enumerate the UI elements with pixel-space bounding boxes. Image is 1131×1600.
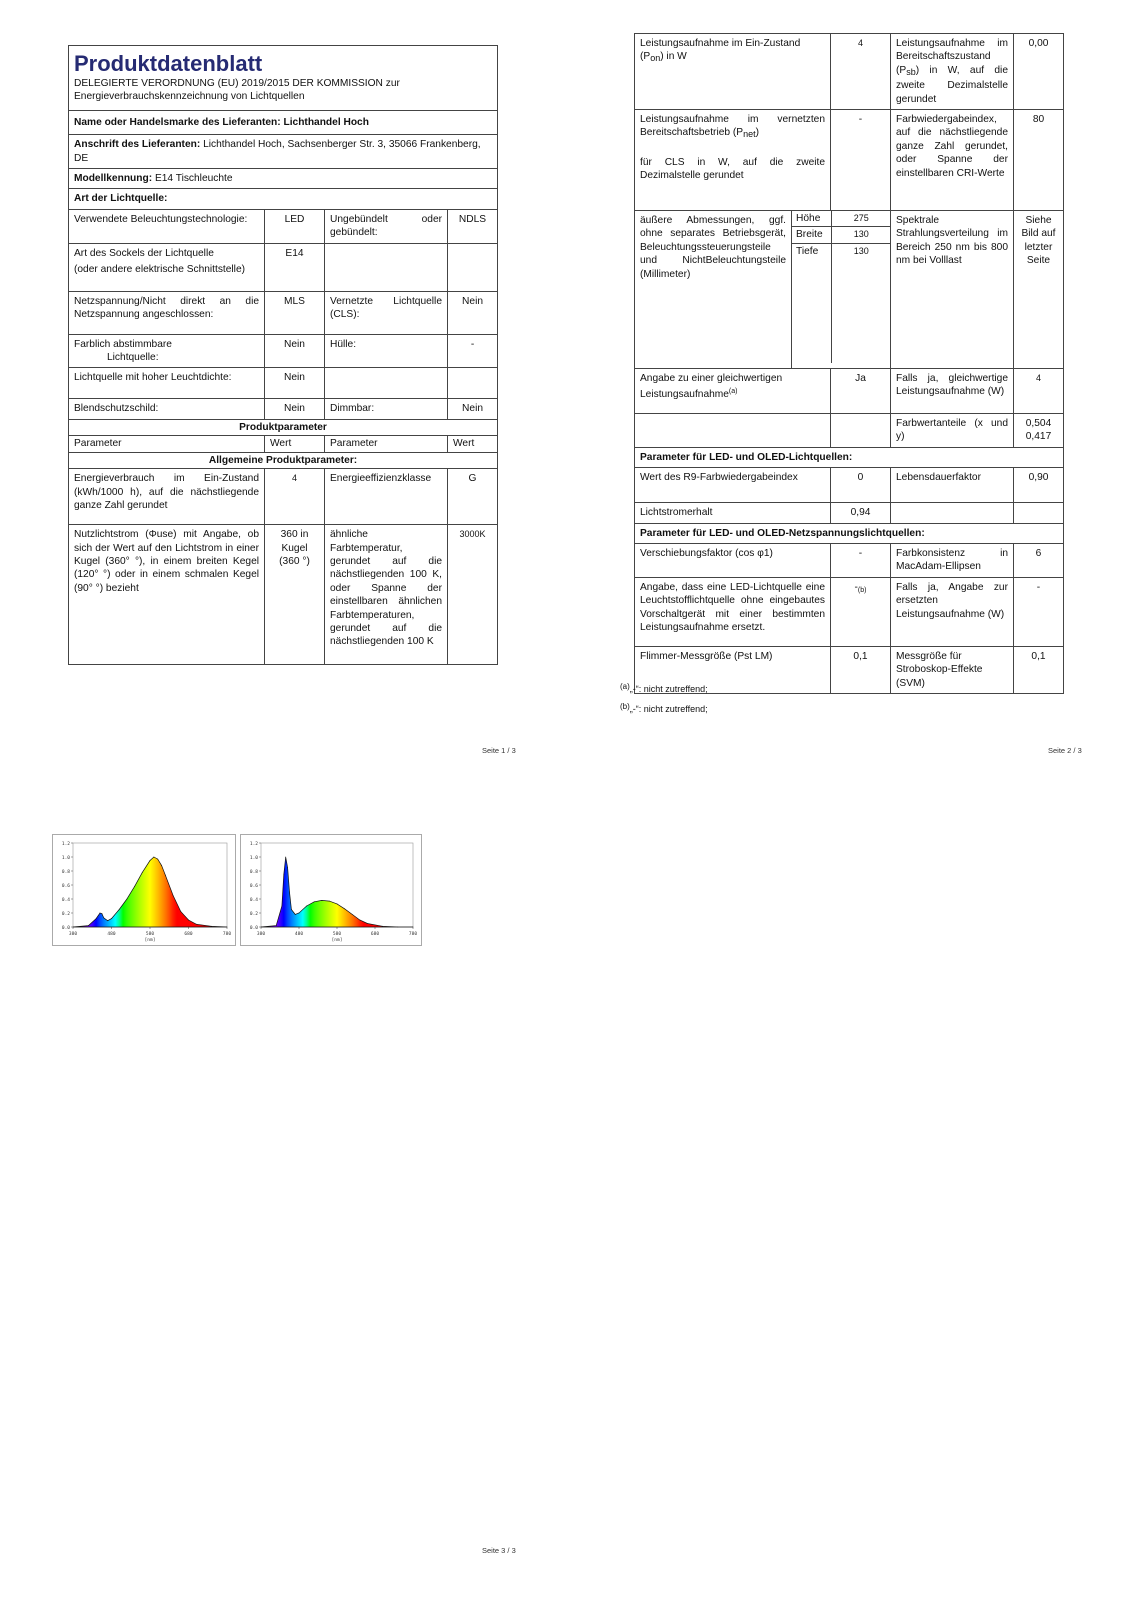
socket-sub-label: (oder andere elektrische Schnittstelle) xyxy=(74,264,246,276)
y-tick-label: 0.6 xyxy=(61,884,70,889)
displacement-factor-value: - xyxy=(831,544,891,578)
y-tick-label: 0.4 xyxy=(249,898,258,903)
cls-label: Vernetzte Lichtquelle (CLS): xyxy=(325,291,448,334)
page-number-2: Seite 2 / 3 xyxy=(1048,746,1082,755)
page-1 xyxy=(68,45,498,665)
empty-cell xyxy=(1014,503,1064,523)
header-row xyxy=(69,46,498,111)
standby-power-label: Leistungsaufnahme im Bereitschaftszustand (Psb) in W, auf die zweite Dezimalstelle gerundet xyxy=(891,34,1014,110)
y-tick-label: 1.2 xyxy=(61,842,70,847)
dimmable-value: Nein xyxy=(448,399,498,419)
light-source-type-heading: Art der Lichtquelle: xyxy=(69,189,498,209)
net-standby-label: Leistungsaufnahme im vernetzten Bereitschaftsbetrieb (Pnet) für CLS in W, auf die zweite Dezimalstelle gerundet xyxy=(635,110,831,211)
spectrum-point xyxy=(153,857,154,858)
spectrum-point xyxy=(211,926,212,927)
spectrum-point xyxy=(291,909,292,910)
spectrum-point xyxy=(180,911,181,912)
x-tick-label: 580 xyxy=(145,932,155,937)
empty-cell xyxy=(891,503,1014,523)
footnote-b: (b)„-“: nicht zutreffend; xyxy=(620,702,708,714)
spectrum-point xyxy=(142,872,143,873)
mains-value: MLS xyxy=(265,291,325,334)
column-header-parameter: Parameter xyxy=(325,436,448,452)
page-number-1: Seite 1 / 3 xyxy=(482,746,516,755)
high-luminance-label: Lichtquelle mit hoher Leuchtdichte: xyxy=(69,368,265,399)
on-power-label: Leistungsaufnahme im Ein-Zustand (Pon) in W xyxy=(635,34,831,110)
glare-value: Nein xyxy=(265,399,325,419)
x-tick-label: 480 xyxy=(107,932,116,937)
page-number-3: Seite 3 / 3 xyxy=(482,1546,516,1555)
spectrum-point xyxy=(299,913,300,914)
replaced-power-label: Falls ja, Angabe zur ersetzten Leistungsaufnahme (W) xyxy=(891,577,1014,646)
spectrum-point xyxy=(295,914,296,915)
address-value: Lichthandel Hoch, Sachsenberger Str. 3, 35066 Frankenberg, DE xyxy=(74,139,481,164)
spectrum-point xyxy=(150,860,151,861)
displacement-factor-label: Verschiebungsfaktor (cos φ1) xyxy=(635,544,831,578)
spectrum-point xyxy=(73,927,74,928)
chromaticity-value: 0,504 0,417 xyxy=(1014,414,1064,448)
width-label: Breite xyxy=(792,227,831,243)
tunable-value: Nein xyxy=(265,334,325,368)
depth-value: 130 xyxy=(831,243,891,363)
empty-cell xyxy=(448,243,498,291)
dimensions-table xyxy=(792,211,891,363)
cri-value: 80 xyxy=(1014,110,1064,211)
spectrum-point xyxy=(111,918,112,919)
spectrum-point xyxy=(314,901,315,902)
equivalent-power-label: Angabe zu einer gleichwertigen Leistungsaufnahme$^{(a)}$ xyxy=(635,369,831,414)
y-tick-label: 0.4 xyxy=(61,898,70,903)
spectrum-chart-2-svg xyxy=(241,835,421,945)
footnote-a: (a)„-“: nicht zutreffend; xyxy=(620,682,708,694)
y-tick-label: 1.2 xyxy=(249,842,258,847)
empty-cell xyxy=(325,243,448,291)
x-tick-label: 580 xyxy=(332,932,342,937)
r9-value: 0 xyxy=(831,468,891,503)
model-value: E14 Tischleuchte xyxy=(154,173,233,185)
cct-label: ähnliche Farbtemperatur, gerundet auf die nächstliegenden 100 K, oder Spanne der einstellbaren ähnlichen Farbtemperaturen, gerundet auf die nächstliegenden 100 K xyxy=(325,525,448,665)
spectrum-chart-2 xyxy=(240,834,422,946)
led-params-heading: Parameter für LED- und OLED-Lichtquellen: xyxy=(635,447,1064,467)
socket-label: Art des Sockels der Lichtquelle xyxy=(74,247,214,259)
chromaticity-label: Farbwertanteile (x und y) xyxy=(891,414,1014,448)
page-title: Produktdatenblatt xyxy=(74,51,263,76)
spectrum-point xyxy=(283,874,284,875)
spectrum-point xyxy=(282,906,283,907)
flicker-label: Flimmer-Messgröße (Pst LM) xyxy=(635,646,831,693)
r9-label: Wert des R9-Farbwiedergabeindex xyxy=(635,468,831,503)
y-tick-label: 0.0 xyxy=(61,926,70,931)
product-datasheet-table-2 xyxy=(634,33,1064,694)
spectrum-point xyxy=(127,899,128,900)
bundled-label: Ungebündelt oder gebündelt: xyxy=(325,209,448,243)
equivalent-power-w-label: Falls ja, gleichwertige Leistungsaufnahme (W) xyxy=(891,369,1014,414)
spectrum-point xyxy=(359,920,360,921)
spectrum-point xyxy=(103,918,104,919)
x-tick-label: 380 xyxy=(256,932,266,937)
empty-cell xyxy=(448,368,498,399)
column-header-value: Wert xyxy=(265,436,325,452)
supplier-name: Name oder Handelsmarke des Lieferanten: Lichthandel Hoch xyxy=(69,110,498,134)
y-tick-label: 1.0 xyxy=(249,856,258,861)
x-axis-label: [nm] xyxy=(144,938,156,943)
x-tick-label: 780 xyxy=(408,932,418,937)
envelope-label: Hülle: xyxy=(325,334,448,368)
empty-cell xyxy=(635,414,831,448)
flicker-value: 0,1 xyxy=(831,646,891,693)
bundled-value: NDLS xyxy=(448,209,498,243)
column-header-parameter: Parameter xyxy=(69,436,265,452)
tunable-label-1: Farblich abstimmbare xyxy=(74,338,172,350)
y-tick-label: 1.0 xyxy=(61,856,70,861)
general-parameters-heading: Allgemeine Produktparameter: xyxy=(69,452,498,468)
empty-cell xyxy=(831,414,891,448)
socket-cell xyxy=(69,243,265,291)
cls-value: Nein xyxy=(448,291,498,334)
x-tick-label: 780 xyxy=(222,932,232,937)
empty-cell xyxy=(325,368,448,399)
supplier-address xyxy=(69,135,498,169)
tunable-label-2: Lichtquelle: xyxy=(107,352,159,364)
y-tick-label: 0.8 xyxy=(249,870,258,875)
spectrum-chart-1-svg xyxy=(53,835,235,945)
depth-label: Tiefe xyxy=(792,243,831,363)
x-tick-label: 480 xyxy=(294,932,304,937)
retrofit-value: $-_{(b)}$ xyxy=(831,577,891,646)
column-header-value: Wert xyxy=(448,436,498,452)
color-consistency-value: 6 xyxy=(1014,544,1064,578)
spectrum-point xyxy=(397,927,398,928)
technology-label: Verwendete Beleuchtungstechnologie: xyxy=(69,209,265,243)
dimensions-values xyxy=(792,211,891,369)
luminous-flux-label: Nutzlichtstrom (Φuse) mit Angabe, ob sich der Wert auf den Lichtstrom in einer Kugel (360° °), in einem breiten Kegel (120° °) oder in einem schmalen Kegel (90° °) bezieht xyxy=(69,525,265,665)
x-tick-label: 680 xyxy=(184,932,193,937)
retrofit-label: Angabe, dass eine LED-Lichtquelle eine Leuchtstofflichtquelle ohne eingebautes Vorschaltgerät mit einer bestimmten Leistungsaufnahme ersetzt. xyxy=(635,577,831,646)
spectrum-point xyxy=(165,875,166,876)
y-tick-label: 0.2 xyxy=(249,912,258,917)
dimmable-label: Dimmbar: xyxy=(325,399,448,419)
spectrum-point xyxy=(107,920,108,921)
spectrum-point xyxy=(382,926,383,927)
spectral-label: Spektrale Strahlungsverteilung im Bereich 250 nm bis 800 nm bei Volllast xyxy=(891,211,1014,369)
spectrum-point xyxy=(101,913,102,914)
spectrum-point xyxy=(173,895,174,896)
equivalent-power-w-value: 4 xyxy=(1014,369,1064,414)
luminous-flux-value: 360 in Kugel (360 °) xyxy=(265,525,325,665)
product-parameters-heading: Produktparameter xyxy=(69,419,498,435)
energy-consumption-label: Energieverbrauch im Ein-Zustand (kWh/1000 h), auf die nächstliegende ganze Zahl gerundet xyxy=(69,469,265,525)
lumen-maintenance-label: Lichtstromerhalt xyxy=(635,503,831,523)
spectrum-point xyxy=(134,886,135,887)
svm-label: Messgröße für Stroboskop-Effekte (SVM) xyxy=(891,646,1014,693)
spectrum-point xyxy=(96,918,97,919)
x-axis-label: [nm] xyxy=(331,938,343,943)
mains-label: Netzspannung/Nicht direkt an die Netzspannung angeschlossen: xyxy=(69,291,265,334)
model-identifier xyxy=(69,169,498,189)
address-label: Anschrift des Lieferanten: xyxy=(74,139,201,151)
efficiency-class-value: G xyxy=(448,469,498,525)
y-tick-label: 0.6 xyxy=(249,884,258,889)
spectrum-point xyxy=(413,927,414,928)
dimensions-label: äußere Abmessungen, ggf. ohne separates Betriebsgerät, Beleuchtungssteuerungsteile und NichtBeleuchtungsteile (Millimeter) xyxy=(635,211,792,369)
spectrum-point xyxy=(261,927,262,928)
spectrum-area xyxy=(73,857,227,927)
high-luminance-value: Nein xyxy=(265,368,325,399)
spectrum-point xyxy=(321,900,322,901)
x-tick-label: 680 xyxy=(370,932,380,937)
width-value: 130 xyxy=(831,227,891,243)
cri-label: Farbwiedergabeindex, auf die nächstliegende ganze Zahl gerundet, oder Spanne der einstellbaren CRI-Werte xyxy=(891,110,1014,211)
on-power-value: 4 xyxy=(831,34,891,110)
spectrum-point xyxy=(227,927,228,928)
spectrum-point xyxy=(337,904,338,905)
spectrum-point xyxy=(196,924,197,925)
spectrum-point xyxy=(119,909,120,910)
svm-value: 0,1 xyxy=(1014,646,1064,693)
page-2 xyxy=(634,33,1064,694)
color-consistency-label: Farbkonsistenz in MacAdam-Ellipsen xyxy=(891,544,1014,578)
lumen-maintenance-value: 0,94 xyxy=(831,503,891,523)
y-tick-label: 0.2 xyxy=(61,912,70,917)
glare-label: Blendschutzschild: xyxy=(69,399,265,419)
x-tick-label: 380 xyxy=(68,932,78,937)
spectrum-point xyxy=(289,892,290,893)
spectrum-point xyxy=(344,908,345,909)
led-mains-params-heading: Parameter für LED- und OLED-Netzspannungslichtquellen: xyxy=(635,523,1064,543)
spectrum-point xyxy=(352,914,353,915)
tunable-cell xyxy=(69,334,265,368)
spectrum-point xyxy=(329,901,330,902)
socket-value: E14 xyxy=(265,243,325,291)
cct-value: 3000K xyxy=(448,525,498,665)
y-tick-label: 0.0 xyxy=(249,926,258,931)
spectrum-chart-1 xyxy=(52,834,236,946)
height-label: Höhe xyxy=(792,211,831,227)
y-tick-label: 0.8 xyxy=(61,870,70,875)
product-datasheet-table xyxy=(68,45,498,665)
energy-consumption-value: 4 xyxy=(265,469,325,525)
model-label: Modellkennung: xyxy=(74,173,153,185)
spectrum-point xyxy=(287,867,288,868)
spectrum-point xyxy=(100,913,101,914)
spectrum-point xyxy=(367,923,368,924)
equivalent-power-value: Ja xyxy=(831,369,891,414)
spectrum-point xyxy=(285,857,286,858)
spectrum-point xyxy=(157,859,158,860)
replaced-power-value: - xyxy=(1014,577,1064,646)
spectral-value: Siehe Bild auf letzter Seite xyxy=(1014,211,1064,369)
net-standby-value: - xyxy=(831,110,891,211)
spectrum-point xyxy=(188,920,189,921)
spectrum-point xyxy=(88,925,89,926)
efficiency-class-label: Energieeffizienzklasse xyxy=(325,469,448,525)
technology-value: LED xyxy=(265,209,325,243)
height-value: 275 xyxy=(831,211,891,227)
lifetime-value: 0,90 xyxy=(1014,468,1064,503)
spectrum-point xyxy=(306,906,307,907)
envelope-value: - xyxy=(448,334,498,368)
regulation-text: DELEGIERTE VERORDNUNG (EU) 2019/2015 DER KOMMISSION zur Energieverbrauchskennzeichnung von Lichtquellen xyxy=(74,78,400,103)
spectrum-point xyxy=(161,865,162,866)
spectrum-point xyxy=(276,925,277,926)
lifetime-label: Lebensdauerfaktor xyxy=(891,468,1014,503)
standby-power-value: 0,00 xyxy=(1014,34,1064,110)
spectrum-area xyxy=(261,857,413,927)
